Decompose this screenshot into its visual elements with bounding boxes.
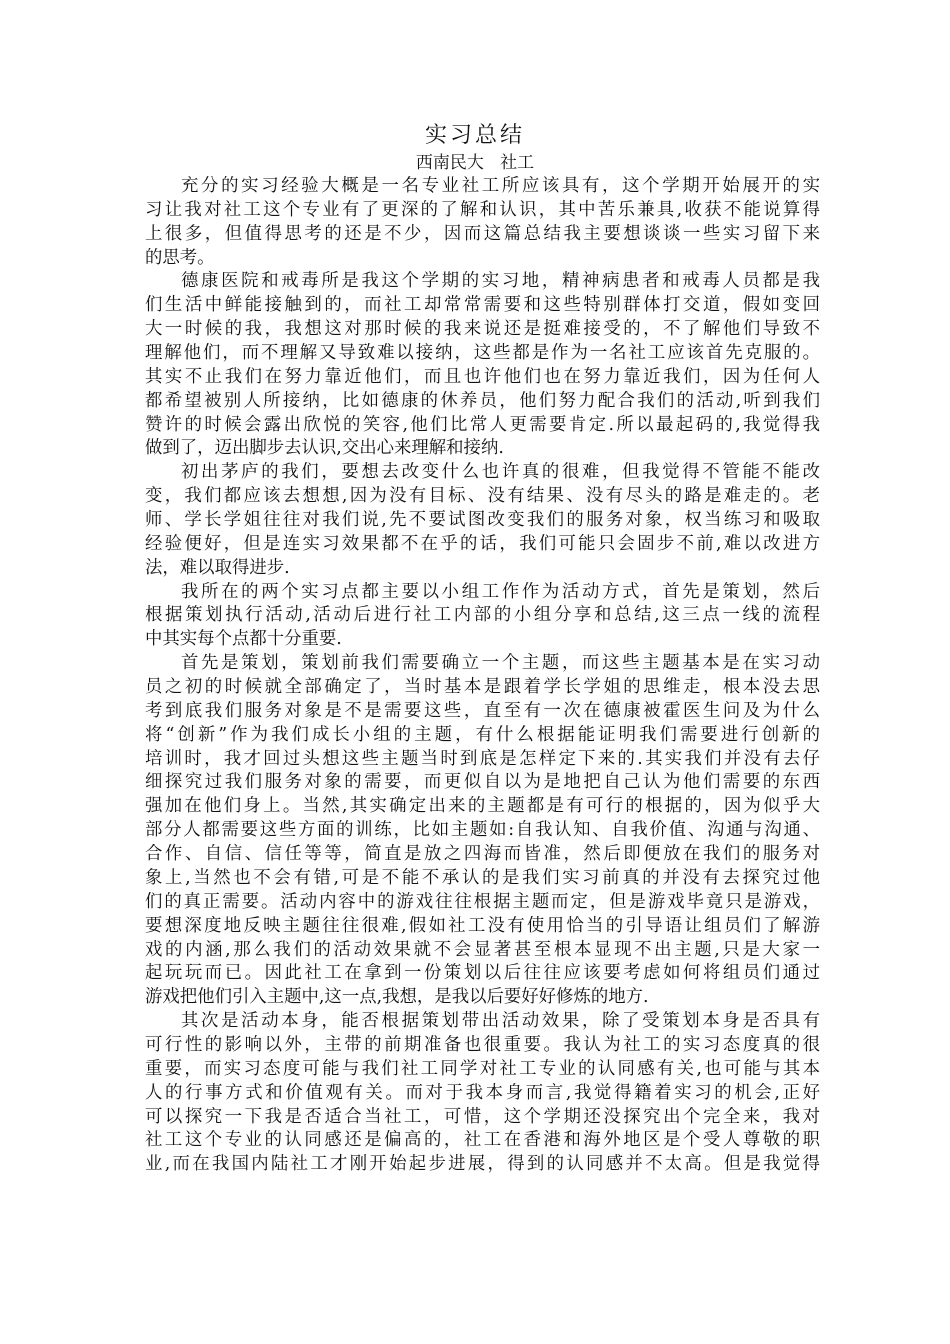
body-text-line: 戏的内涵,那么我们的活动效果就不会显著甚至根本显现不出主题,只是大家一 <box>145 939 820 960</box>
document-title: 实习总结 <box>424 123 525 148</box>
body-text-line: 法，难以取得进步. <box>145 557 290 578</box>
body-text-line: 要想深度地反映主题往往很难,假如社工没有使用恰当的引导语让组员们了解游 <box>145 915 820 936</box>
body-text-line: 我所在的两个实习点都主要以小组工作作为活动方式，首先是策划，然后 <box>181 581 820 602</box>
body-text-line: 理解他们，而不理解又导致难以接纳，这些都是作为一名社工应该首先克服的。 <box>145 343 820 364</box>
body-text-line: 起玩玩而已。因此社工在拿到一份策划以后往往应该要考虑如何将组员们通过 <box>145 963 820 984</box>
body-text-line: 德康医院和戒毒所是我这个学期的实习地，精神病患者和戒毒人员都是我 <box>181 271 820 292</box>
body-text-line: 人的行事方式和价值观有关。而对于我本身而言,我觉得籍着实习的机会,正好 <box>145 1082 820 1103</box>
body-text-line: 部分人都需要这些方面的训练，比如主题如:自我认知、自我价值、沟通与沟通、 <box>145 820 820 841</box>
body-text-line: 上很多，但值得思考的还是不少，因而这篇总结我主要想谈谈一些实习留下来 <box>145 223 820 244</box>
body-text-line: 合作、自信、信任等等，简直是放之四海而皆准，然后即便放在我们的服务对 <box>145 844 820 865</box>
body-text-line: 初出茅庐的我们，要想去改变什么也许真的很难，但我觉得不管能不能改 <box>181 462 820 483</box>
body-text-line: 充分的实习经验大概是一名专业社工所应该具有，这个学期开始展开的实 <box>181 176 820 196</box>
body-text-line: 们的真正需要。活动内容中的游戏往往根据主题而定，但是游戏毕竟只是游戏， <box>145 891 820 912</box>
body-text-line: 们生活中鲜能接触到的，而社工却常常需要和这些特别群体打交道，假如变回 <box>145 295 820 316</box>
body-text-line: 其次是活动本身，能否根据策划带出活动效果，除了受策划本身是否具有 <box>181 1011 820 1032</box>
body-text-line: 首先是策划，策划前我们需要确立一个主题，而这些主题基本是在实习动 <box>181 653 820 674</box>
body-text-line: 考到底我们服务对象是不是需要这些，直至有一次在德康被霍医生问及为什么 <box>145 700 820 721</box>
body-text-line: 社工这个专业的认同感还是偏高的，社工在香港和海外地区是个受人尊敬的职 <box>145 1130 820 1151</box>
body-text-line: 习让我对社工这个专业有了更深的了解和认识，其中苦乐兼具,收获不能说算得 <box>145 199 820 220</box>
document-body <box>145 175 820 1177</box>
body-text-line: 游戏把他们引入主题中,这一点,我想，是我以后要好好修炼的地方. <box>145 987 649 1008</box>
body-text-line: 强加在他们身上。当然,其实确定出来的主题都是有可行的根据的，因为似乎大 <box>145 796 820 817</box>
body-text-line: 业,而在我国内陆社工才刚开始起步进展，得到的认同感并不太高。但是我觉得 <box>145 1154 820 1175</box>
body-text-line: 大一时候的我，我想这对那时候的我来说还是挺难接受的，不了解他们导致不 <box>145 319 820 340</box>
body-text-line: 培训时，我才回过头想这些主题当时到底是怎样定下来的.其实我们并没有去仔 <box>145 748 820 769</box>
body-text-line: 重要，而实习态度可能与我们社工同学对社工专业的认同感有关,也可能与其本 <box>145 1058 820 1079</box>
body-text-line: 做到了，迈出脚步去认识,交出心来理解和接纳. <box>145 438 504 459</box>
body-text-line: 的思考。 <box>145 247 215 268</box>
document-subtitle: 西南民大 社工 <box>415 153 535 173</box>
body-text-line: 员之初的时候就全部确定了，当时基本是跟着学长学姐的思维走，根本没去思 <box>145 677 820 698</box>
body-text-line: 变，我们都应该去想想,因为没有目标、没有结果、没有尽头的路是难走的。老 <box>145 486 820 507</box>
body-text-line: 赞许的时候会露出欣悦的笑容,他们比常人更需要肯定.所以最起码的,我觉得我 <box>145 414 820 435</box>
body-text-line: 可以探究一下我是否适合当社工，可惜，这个学期还没探究出个完全来，我对 <box>145 1106 820 1127</box>
body-text-line: 象上,当然也不会有错,可是不能不承认的是我们实习前真的并没有去探究过他 <box>145 867 820 888</box>
body-text-line: 中其实每个点都十分重要. <box>145 629 342 650</box>
body-text-line: 师、学长学姐往往对我们说,先不要试图改变我们的服务对象，权当练习和吸取 <box>145 510 820 531</box>
body-text-line: 经验便好，但是连实习效果都不在乎的话，我们可能只会固步不前,难以改进方 <box>145 533 820 554</box>
body-text-line: 将“创新”作为我们成长小组的主题，有什么根据能证明我们需要进行创新的 <box>145 724 820 745</box>
body-text-line: 根据策划执行活动,活动后进行社工内部的小组分享和总结,这三点一线的流程 <box>145 605 820 626</box>
body-text-line: 其实不止我们在努力靠近他们，而且也许他们也在努力靠近我们，因为任何人 <box>145 366 820 387</box>
body-text-line: 细探究过我们服务对象的需要，而更似自以为是地把自己认为他们需要的东西 <box>145 772 820 793</box>
body-text-line: 都希望被别人所接纳，比如德康的休养员，他们努力配合我们的活动,听到我们 <box>145 390 820 411</box>
body-text-line: 可行性的影响以外，主带的前期准备也很重要。我认为社工的实习态度真的很 <box>145 1034 820 1055</box>
